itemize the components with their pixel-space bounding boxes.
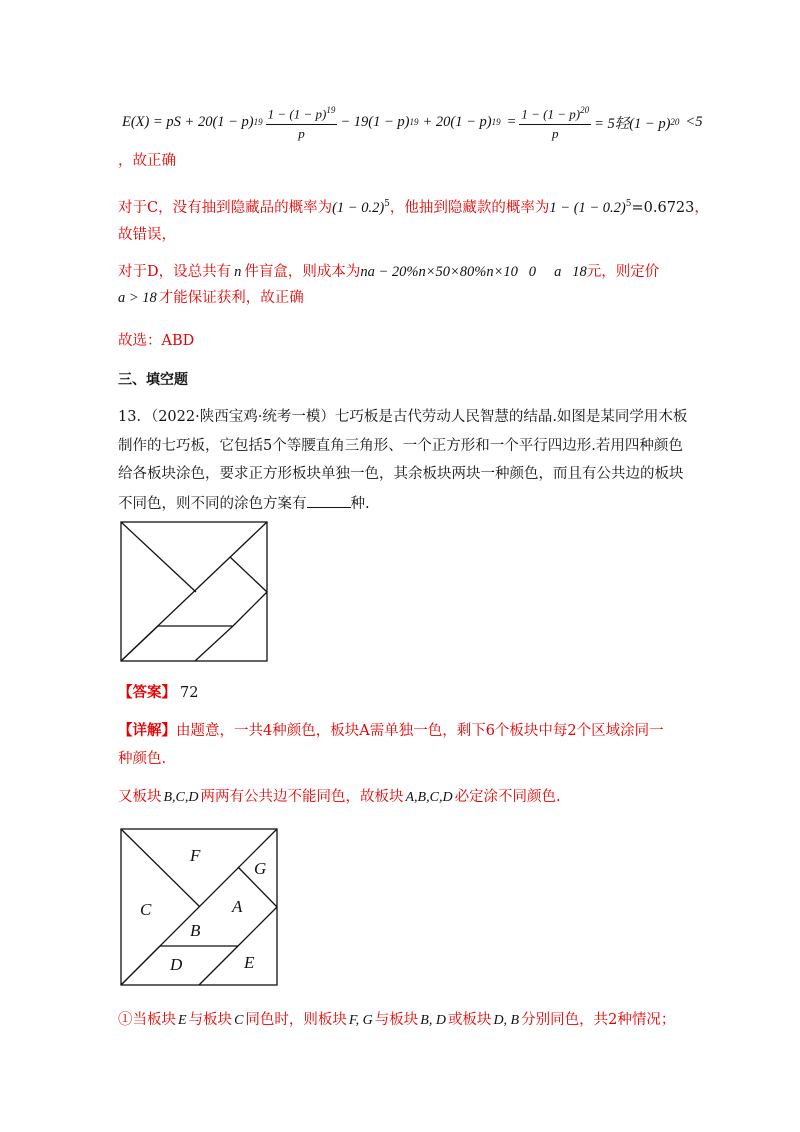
label-F: F (190, 846, 201, 865)
formula-plus-exp: 19 (491, 117, 501, 127)
option-d-text3: 元，则定价 (586, 264, 660, 280)
case1-C: C (234, 1013, 244, 1028)
case1-t5: 分别同色，共2种情况； (521, 1012, 676, 1028)
question-line3: 给各板块涂色，要求正方形板块单独一色，其余板块两块一种颜色，而且有公共边的板块 (118, 466, 684, 482)
label-A: A (232, 897, 243, 916)
option-c-comma: ， (694, 199, 709, 216)
formula-fraction-1 (266, 101, 338, 142)
label-D: D (170, 955, 183, 974)
case1-t4: 或板块 (447, 1012, 492, 1028)
option-c-exp2: 5 (625, 199, 632, 209)
formula-mid-exp: 19 (409, 117, 419, 127)
case1-t1: 与板块 (188, 1012, 233, 1028)
label-B: B (190, 921, 201, 940)
question-line1-text: 七巧板是古代劳动人民智慧的结晶.如图是某同学用木板 (334, 409, 688, 425)
formula-tail: = 5轻(1 − p) (594, 115, 671, 132)
option-d-text1: 对于D，设总共有 (118, 264, 232, 280)
label-C: C (140, 900, 152, 919)
explain-line3 (118, 787, 561, 808)
formula-eq: = (506, 113, 517, 130)
question-line4 (118, 493, 370, 514)
frac2-numerator: 1 − (1 − p) (521, 106, 581, 122)
option-d-expr: na − 20%n×50×80%n×10 0 a 18 (360, 264, 587, 280)
question-line1 (118, 407, 687, 427)
option-c-text1: 对于C，没有抽到隐藏品的概率为 (118, 199, 333, 216)
choice-answer: 故选：ABD (118, 333, 195, 349)
frac1-numerator: 1 − (1 − p) (267, 106, 327, 122)
question-line4-pre: 不同色，则不同的涂色方案有 (118, 496, 307, 512)
explain-line3-post: 必定涂不同颜色. (454, 789, 561, 805)
question-line2: 制作的七巧板，它包括5个等腰直角三角形、一个正方形和一个平行四边形.若用四种颜色 (118, 438, 683, 454)
tangram-parallelogram-2 (195, 626, 233, 661)
option-c-expr1: (1 − 0.2) (332, 199, 385, 216)
correct-note: ，故正确 (118, 153, 176, 169)
tangram-parallelogram (121, 626, 158, 661)
section-heading: 三、填空题 (118, 372, 188, 388)
option-c-value: =0.6723 (631, 199, 695, 216)
tangram-figure (120, 521, 270, 663)
case1-DB: D, B (493, 1013, 520, 1028)
explain-line1 (118, 721, 664, 741)
case1-line (118, 1010, 675, 1031)
answer-blank (307, 493, 351, 508)
formula-mid: − 19(1 − p) (340, 113, 410, 130)
tangram-square-side (233, 592, 267, 626)
option-d-line2 (118, 288, 304, 308)
case1-pre: ①当板块 (118, 1012, 176, 1028)
frac2-denominator: p (551, 125, 559, 141)
tangram-labeled-figure (120, 828, 280, 988)
explain-line3-var2: A,B,C,D (405, 790, 453, 805)
label-E: E (244, 953, 255, 972)
frac1-denominator: p (298, 125, 305, 141)
answer-tag: 【答案】 (118, 684, 176, 701)
explain-line3-var1: B,C,D (163, 790, 199, 805)
question-source: （2022·陕西宝鸡·统考一模） (150, 409, 335, 425)
explain-line3-mid: 两两有公共边不能同色，故板块 (200, 789, 404, 805)
question-number: 13． (118, 409, 151, 425)
answer-line (118, 683, 198, 703)
answer-value: 72 (180, 685, 199, 701)
formula-end: <5 (685, 113, 703, 130)
label-G: G (254, 859, 267, 878)
option-d-var-n: n (234, 264, 242, 280)
formula-fraction-2 (519, 101, 591, 142)
tangram-diag-left (121, 522, 196, 592)
option-c-exp1: 5 (384, 199, 390, 209)
frac1-exp: 19 (326, 105, 336, 116)
option-d-text4: 才能保证获利，故正确 (158, 290, 304, 306)
formula-exp: 19 (253, 117, 263, 127)
formula-lhs: E(X) = pS + 20(1 − p) (122, 113, 254, 130)
case1-t3: 与板块 (374, 1012, 419, 1028)
tangram-square-top (230, 557, 267, 592)
option-d-cond: a > 18 (118, 290, 157, 306)
explain-tag: 【详解】 (118, 722, 176, 739)
expected-value-formula (122, 100, 702, 144)
explain-line3-pre: 又板块 (118, 789, 162, 805)
option-c-text2: ，他抽到隐藏款的概率为 (389, 199, 550, 216)
formula-tail-exp: 20 (670, 117, 680, 127)
case1-t2: 同色时，则板块 (245, 1012, 347, 1028)
case1-FG: F, G (348, 1013, 373, 1028)
explain-line1-text: 由题意，一共4种颜色，板块A需单独一色，剩下6个板块中每2个区域涂同一 (176, 723, 664, 739)
option-c-expr2: 1 − (1 − 0.2) (549, 199, 626, 216)
case1-E: E (178, 1013, 187, 1028)
option-d-text2: 件盲盒，则成本为 (244, 264, 361, 280)
explain-line2: 种颜色. (118, 751, 167, 767)
formula-plus: + 20(1 − p) (422, 113, 492, 130)
option-d-line1 (118, 262, 659, 282)
option-c-line2: 故错误， (118, 227, 176, 243)
case1-BD: B, D (420, 1013, 446, 1028)
question-line4-post: 种. (350, 496, 370, 512)
frac2-exp: 20 (580, 105, 590, 116)
option-c-line1 (118, 194, 709, 218)
